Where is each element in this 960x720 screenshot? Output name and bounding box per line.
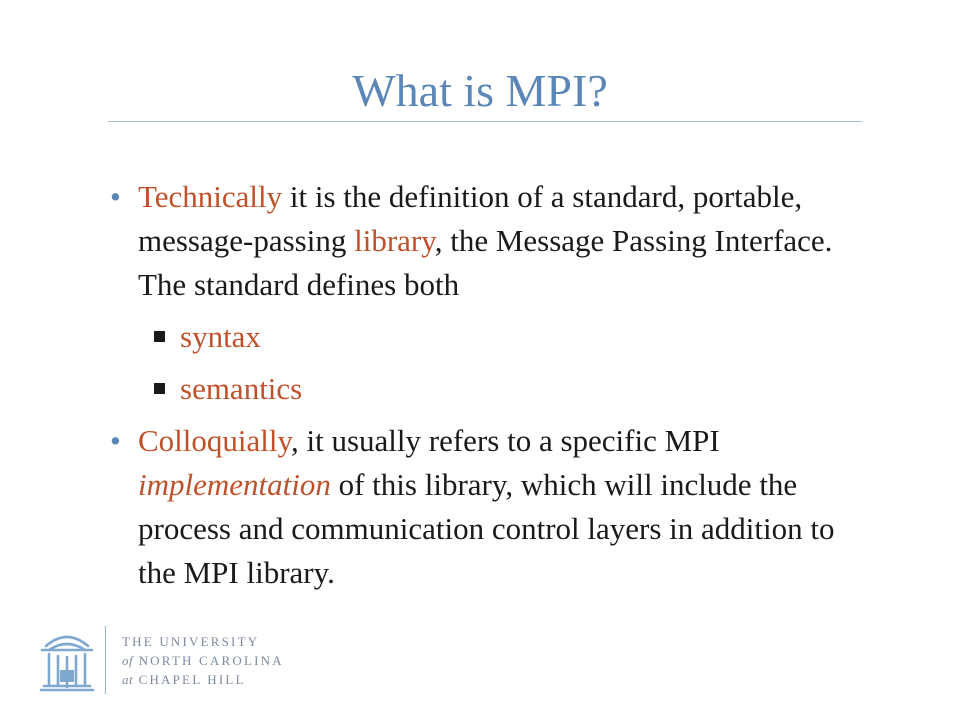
square-bullet-icon (154, 383, 165, 394)
highlight-term: library (354, 223, 435, 258)
bullet-text: , it usually refers to a specific MPI (291, 423, 720, 458)
highlight-term: Technically (138, 179, 283, 214)
bullet-text: , the Message Passing Interface. The standard defines both (138, 223, 833, 302)
logo-wordmark (122, 632, 312, 689)
university-logo (36, 626, 306, 696)
logo-line-1: THE UNIVERSITY (122, 634, 260, 649)
sub-bullet-text: syntax (180, 319, 261, 354)
slide-content (110, 175, 880, 595)
bullet-text: it is the definition of a standard, portable, message-passing (138, 179, 803, 258)
bullet-marker: • (110, 179, 121, 214)
italic-term: implementation (138, 467, 331, 502)
logo-line-2: of NORTH CAROLINA (122, 653, 284, 668)
sub-bullet-text: semantics (180, 371, 303, 406)
square-bullet-icon (154, 331, 165, 342)
sub-bullet-item (110, 315, 880, 359)
logo-divider (105, 626, 106, 694)
bullet-marker: • (110, 423, 121, 458)
logo-line-3: at CHAPEL HILL (122, 672, 246, 687)
bullet-item (110, 419, 880, 595)
old-well-icon (36, 626, 98, 692)
bullet-text: of this library, which will include the process and communication control layers in addition to the MPI library. (138, 467, 835, 590)
slide-title: What is MPI? (352, 65, 608, 116)
sub-bullet-item (110, 367, 880, 411)
bullet-item (110, 175, 880, 307)
title-underline (108, 121, 862, 122)
highlight-term: Colloquially (138, 423, 291, 458)
